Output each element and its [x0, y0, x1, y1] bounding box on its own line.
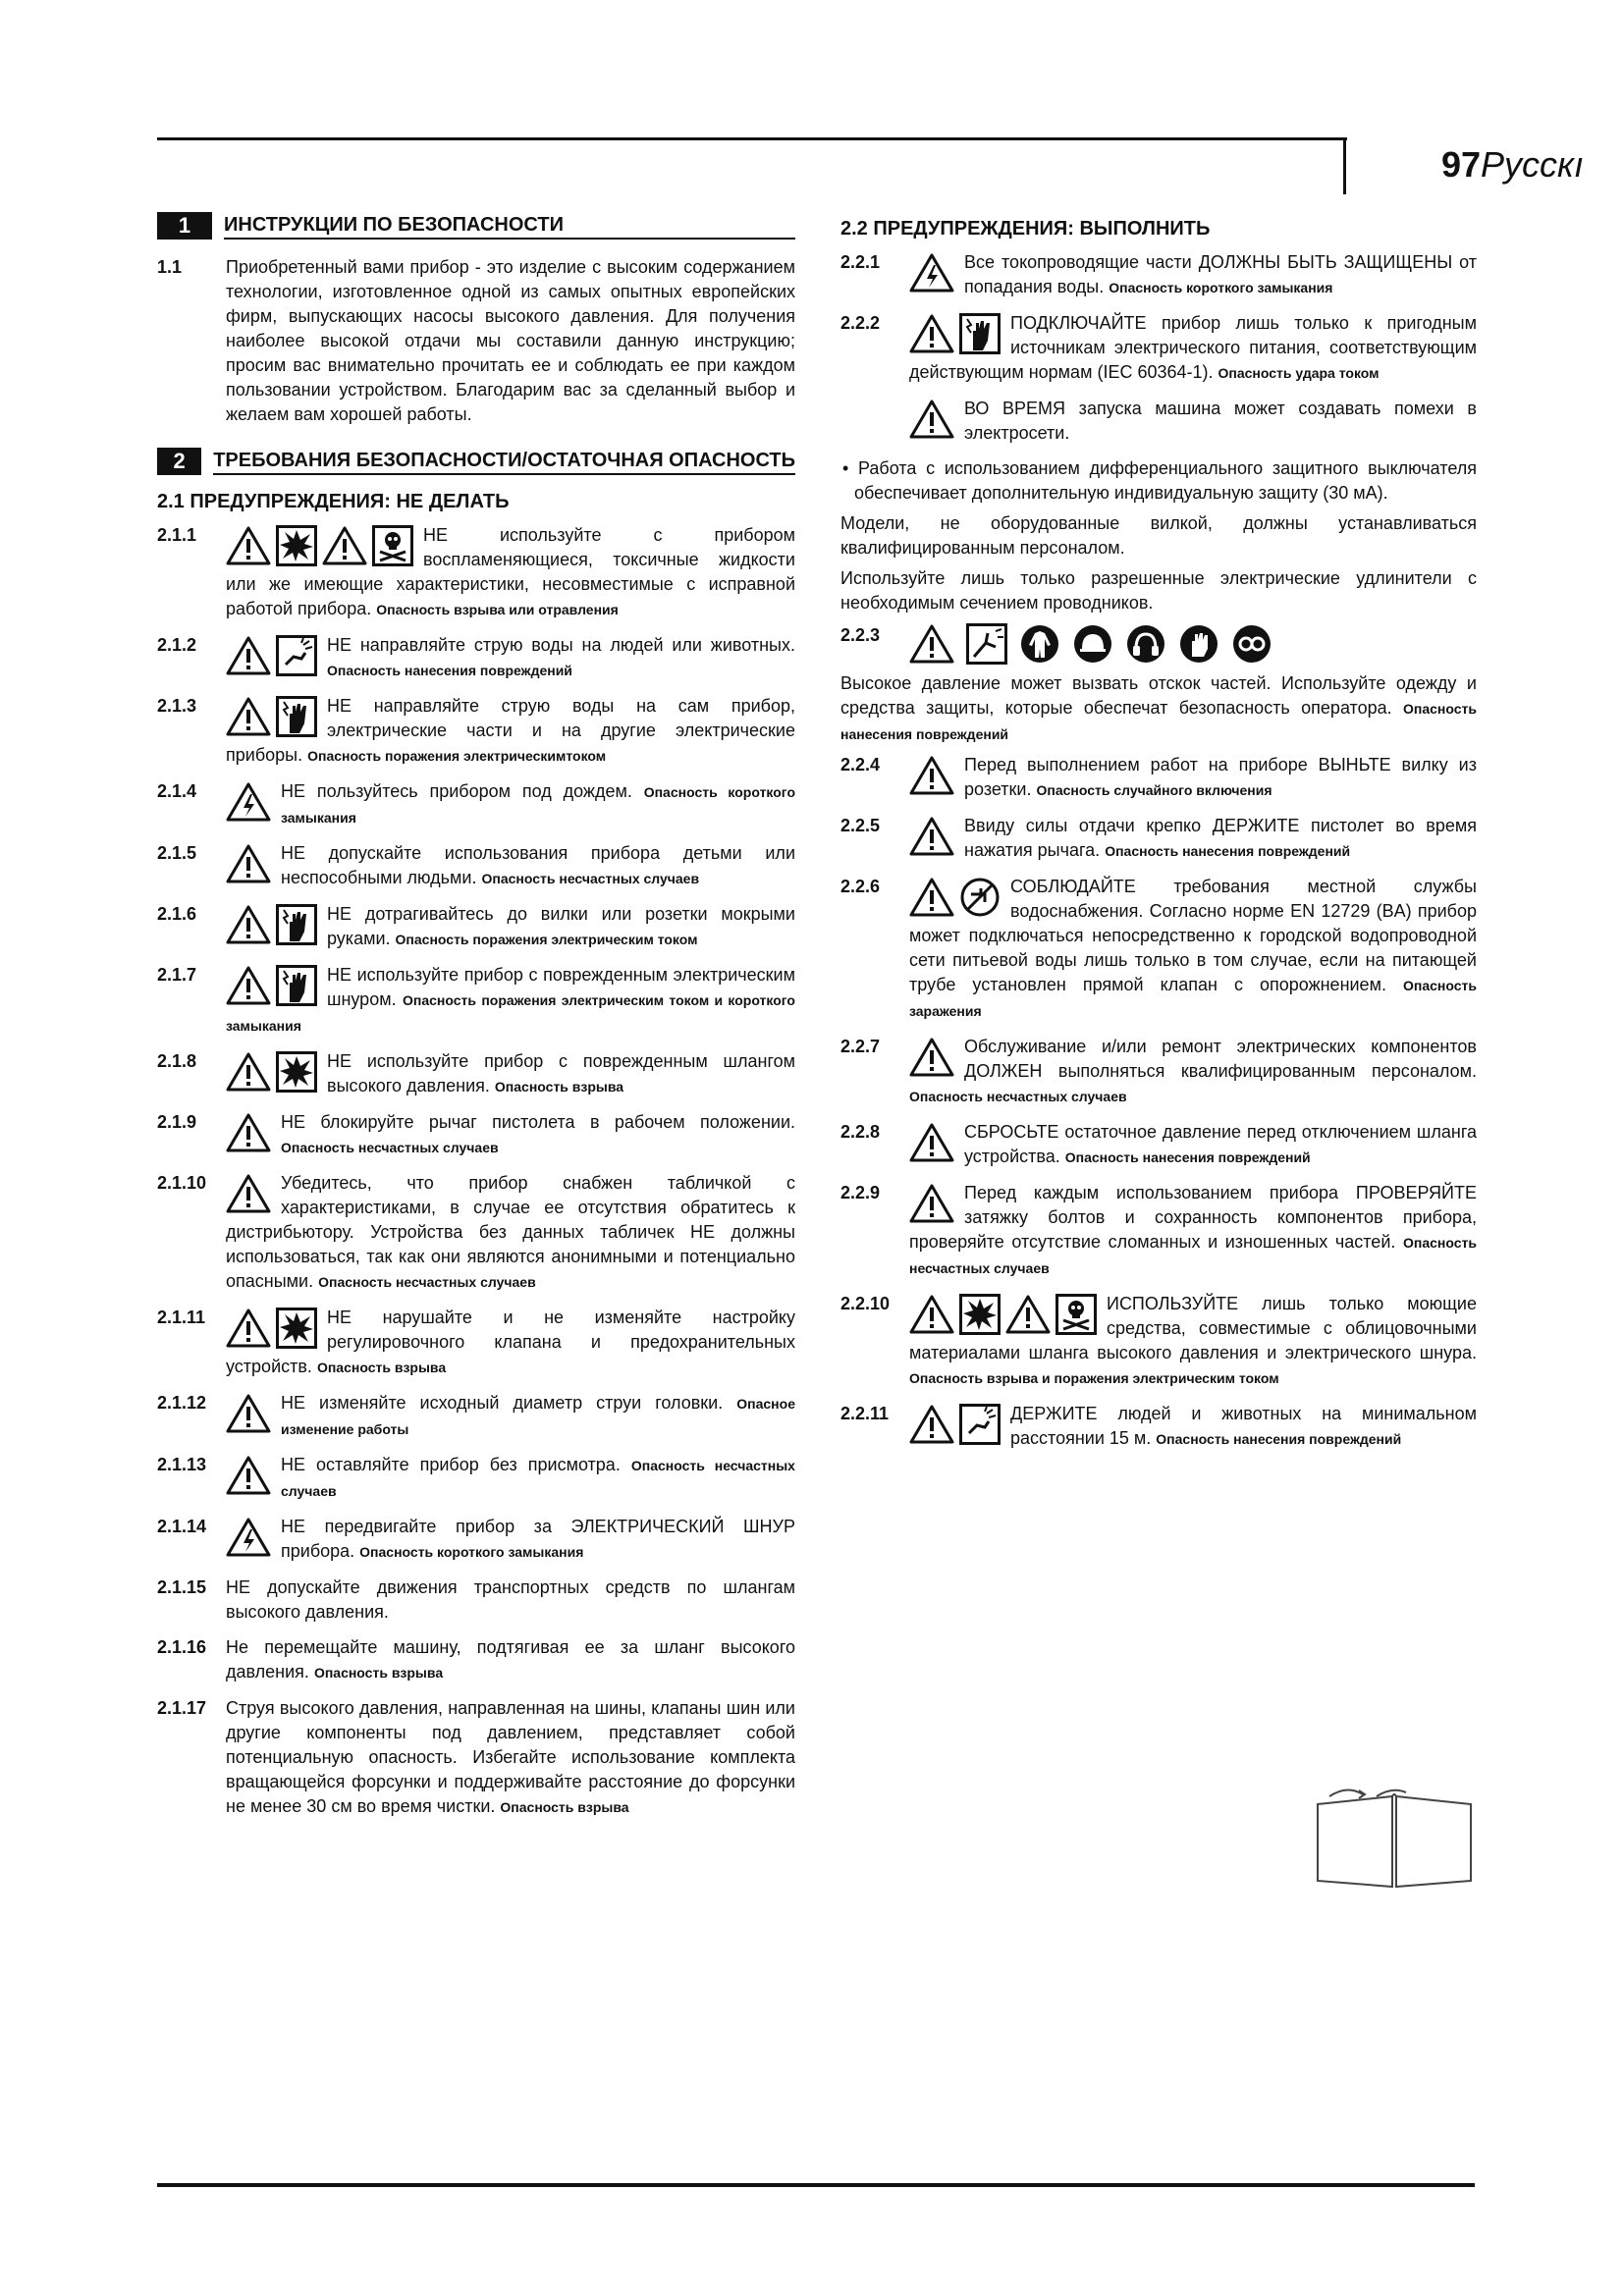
item-text: Все токопроводящие части ДОЛЖНЫ БЫТЬ ЗАЩИЩЕНЫ от попадания воды.: [964, 252, 1477, 296]
item-icons: [226, 525, 413, 566]
danger-note: Опасность нанесения повреждений: [1156, 1431, 1402, 1447]
item-number: 2.1.1: [157, 525, 197, 545]
item-icons: [226, 1393, 271, 1434]
item-text: НЕ направляйте струю воды на сам прибор, электрические части и на другие электрические приборы.: [226, 696, 795, 765]
read-manual-book-icon: [1308, 1785, 1481, 1893]
item-text: НЕ используйте прибор с поврежденным электрическим шнуром.: [327, 965, 795, 1009]
item-number: 2.1.17: [157, 1698, 207, 1718]
section-1-title: ИНСТРУКЦИИ ПО БЕЗОПАСНОСТИ: [224, 213, 795, 240]
warning-item-2-1-5: [157, 841, 795, 891]
item-number: 2.1.11: [157, 1308, 206, 1327]
item-icons: [226, 1517, 271, 1558]
warning-icon: [226, 965, 271, 1006]
warning-item-2-1-7: [157, 963, 795, 1039]
warning-item-2-2-10: [840, 1292, 1477, 1391]
subsection-2-2-title: 2.2 ПРЕДУПРЕЖДЕНИЯ: ВЫПОЛНИТЬ: [840, 218, 1211, 240]
explosion-icon: [276, 1051, 317, 1093]
item-icons: [226, 1455, 271, 1496]
item-2-2-3-text: Высокое давление может вызвать отскок частей. Используйте одежду и средства защиты, которые обеспечат безопасность оператора. Опасность нанесения повреждений: [840, 673, 1477, 742]
warning-icon: [226, 1112, 271, 1153]
warning-icon: [226, 635, 271, 676]
item-icons: [226, 781, 271, 823]
electrical-note: Модели, не оборудованные вилкой, должны устанавливаться квалифицированным персоналом.: [840, 513, 1477, 558]
danger-note: Опасность короткого замыкания: [281, 784, 795, 826]
item-number: 2.1.4: [157, 781, 197, 801]
item-icons: [909, 1404, 1001, 1445]
danger-note: Опасность нанесения повреждений: [327, 663, 572, 678]
electrical-notes: [840, 456, 1477, 615]
danger-note: Опасность несчастных случаев: [481, 871, 700, 886]
item-text: СОБЛЮДАЙТЕ требования местной службы водоснабжения. Согласно норме EN 12729 (BA) прибор может подключаться непосредственно к городской водопроводной сети питьевой воды лишь только в том случае, если на питающей трубе установлен прямой клапан с опорожнением.: [909, 877, 1477, 994]
item-number: 2.1.2: [157, 635, 197, 655]
warning-item-2-1-17: [157, 1696, 795, 1820]
water-tap-icon: [959, 877, 1001, 918]
item-icons: [226, 843, 271, 884]
section-2-heading: [157, 446, 795, 477]
item-text: ДЕРЖИТЕ людей и животных на минимальном расстоянии 15 м.: [1010, 1404, 1477, 1448]
header-rule: [157, 137, 1347, 140]
electric-hand-icon: [276, 696, 317, 737]
item-text: Обслуживание и/или ремонт электрических компонентов ДОЛЖЕН выполняться квалифицированным персоналом.: [964, 1037, 1477, 1081]
electric-warning-icon: [226, 781, 271, 823]
item-number: 2.1.9: [157, 1112, 197, 1132]
page-number: 97: [1441, 144, 1482, 185]
danger-note: Опасность случайного включения: [1036, 782, 1272, 798]
warning-icon: [322, 525, 367, 566]
footer-rule: [157, 2183, 1475, 2187]
item-icons: [909, 755, 954, 796]
warning-item-2-1-2: [157, 633, 795, 683]
item-number: 2.1.15: [157, 1577, 207, 1597]
warning-item-2-2-11: [840, 1402, 1477, 1452]
danger-note: Опасность взрыва: [500, 1799, 629, 1815]
item-number: 2.1.13: [157, 1455, 207, 1474]
section-2-number: 2: [157, 448, 201, 475]
danger-note: Опасность взрыва или отравления: [376, 602, 619, 617]
danger-note: Опасность взрыва: [313, 1665, 444, 1681]
item-text: НЕ дотрагивайтесь до вилки или розетки мокрыми руками.: [327, 904, 795, 948]
warning-icon: [226, 1393, 271, 1434]
warning-item-2-1-11: [157, 1306, 795, 1380]
toxic-skull-icon: [1056, 1294, 1097, 1335]
warning-icon: [1005, 1294, 1051, 1335]
warning-item-2-1-8: [157, 1049, 795, 1099]
warning-icon: [226, 904, 271, 945]
section-2-title: ТРЕБОВАНИЯ БЕЗОПАСНОСТИ/ОСТАТОЧНАЯ ОПАСНОСТЬ: [213, 449, 795, 475]
page-language: Русскı: [1481, 144, 1585, 185]
item-text: ИСПОЛЬЗУЙТЕ лишь только моющие средства, совместимые с облицовочными материалами шланга высокого давления и электрического шнура.: [909, 1294, 1477, 1362]
item-text: НЕ пользуйтесь прибором под дождем.: [281, 781, 632, 801]
item-icons: [909, 252, 954, 294]
warning-icon: [909, 1122, 954, 1163]
warning-item-2-2-1: [840, 250, 1477, 300]
warning-icon: [226, 843, 271, 884]
item-number: 2.2.4: [840, 755, 881, 774]
item-icons: [909, 313, 1001, 354]
explosion-icon: [276, 1308, 317, 1349]
item-text: НЕ передвигайте прибор за ЭЛЕКТРИЧЕСКИЙ ШНУР прибора.: [281, 1517, 795, 1561]
item-icons: [909, 1183, 954, 1224]
warning-item-2-2-8: [840, 1120, 1477, 1170]
item-icons: [909, 816, 954, 857]
electric-hand-icon: [276, 904, 317, 945]
item-text: НЕ оставляйте прибор без присмотра.: [281, 1455, 621, 1474]
item-text: ПОДКЛЮЧАЙТЕ прибор лишь только к пригодным источникам электрического питания, соответствующим действующим нормам (IEC 60364-1).: [909, 313, 1477, 382]
item-number: 2.2.2: [840, 313, 881, 333]
item-text: Ввиду силы отдачи крепко ДЕРЖИТЕ пистолет во время нажатия рычага.: [964, 816, 1477, 860]
danger-note: Опасность нанесения повреждений: [840, 701, 1477, 742]
warning-icon: [909, 1037, 954, 1078]
item-number: 2.2.9: [840, 1183, 881, 1202]
water-jet-hand-icon: [959, 1404, 1001, 1445]
subsection-2-1-title: 2.1 ПРЕДУПРЕЖДЕНИЯ: НЕ ДЕЛАТЬ: [157, 491, 510, 512]
warning-item-2-2-4: [840, 753, 1477, 803]
warning-item-2-1-12: [157, 1391, 795, 1442]
danger-note: Опасность несчастных случаев: [909, 1089, 1127, 1104]
item-icons: [226, 965, 317, 1006]
warning-item-2-1-10: [157, 1171, 795, 1295]
explosion-icon: [959, 1294, 1001, 1335]
warning-icon: [226, 696, 271, 737]
item-number: 2.1.5: [157, 843, 197, 863]
warning-item-2-2-9: [840, 1181, 1477, 1281]
warning-item-2-1-16: [157, 1635, 795, 1685]
item-number: 2.1.7: [157, 965, 197, 985]
left-column: [157, 210, 795, 1831]
item-text: НЕ допускайте использования прибора детьми или неспособными людьми.: [281, 843, 795, 887]
warning-icon: [226, 1051, 271, 1093]
warning-icon: [909, 816, 954, 857]
item-text: Не перемещайте машину, подтягивая ее за шланг высокого давления.: [226, 1637, 795, 1682]
item-icons: [226, 696, 317, 737]
warning-item-2-1-4: [157, 779, 795, 830]
item-text: НЕ допускайте движения транспортных средств по шлангам высокого давления.: [226, 1577, 795, 1622]
item-icons: [909, 1037, 954, 1078]
warning-item-2-1-13: [157, 1453, 795, 1504]
danger-note: Опасность несчастных случаев: [318, 1274, 536, 1290]
item-text: Убедитесь, что прибор снабжен табличкой с характеристиками, в случае ее отсутствия обратитесь к дистрибьютору. Устройства без данных табличек НЕ должны использоваться, так как они являются анонимными и потенциально опасными.: [226, 1173, 795, 1291]
item-icons: [226, 635, 317, 676]
section-1-heading: [157, 210, 795, 241]
page-header: [1441, 145, 1584, 185]
warning-icon: [909, 313, 954, 354]
warning-item-2-1-3: [157, 694, 795, 769]
danger-note: Опасность короткого замыкания: [1109, 280, 1333, 295]
danger-note: Опасность поражения электрическимтоком: [307, 748, 607, 764]
item-text: Струя высокого давления, направленная на шины, клапаны шин или другие компоненты под давлением, представляет собой потенциальную опасность. Избегайте использование комплекта вращающейся форсунки и поддерживайте расстояние до форсунки не менее 30 см во время чистки.: [226, 1698, 795, 1816]
item-number: 2.2.11: [840, 1404, 890, 1423]
danger-note: Опасное изменение работы: [281, 1396, 795, 1437]
item-icons: [226, 904, 317, 945]
electric-warning-icon: [226, 1517, 271, 1558]
warning-item-2-2-2: [840, 311, 1477, 386]
danger-note: Опасность короткого замыкания: [359, 1544, 584, 1560]
electrical-note: Используйте лишь только разрешенные электрические удлинители с необходимым сечением проводников.: [840, 568, 1477, 613]
item-number: 2.2.3: [840, 625, 881, 645]
danger-note: Опасность несчастных случаев: [281, 1458, 795, 1499]
danger-note: Опасность удара током: [1218, 365, 1380, 381]
warning-item-2-2-3: [840, 623, 1477, 665]
toxic-skull-icon: [372, 525, 413, 566]
item-number: 2.1.10: [157, 1173, 207, 1193]
danger-note: Опасность взрыва и поражения электрическим током: [909, 1370, 1279, 1386]
warning-item-2-1-15: [157, 1575, 795, 1625]
water-jet-hand-icon: [276, 635, 317, 676]
item-text: НЕ используйте с прибором воспламеняющиеся, токсичные жидкости или же имеющие характеристики, несовместимые с исправной работой прибора.: [226, 525, 795, 618]
warnings-do-list-a: [840, 250, 1477, 386]
warning-icon: [226, 525, 271, 566]
item-icons: [909, 877, 1001, 918]
flying-debris-icon: [966, 623, 1007, 665]
ppe-icons: [909, 623, 1477, 665]
item-text: СБРОСЬТЕ остаточное давление перед отключением шланга устройства.: [964, 1122, 1477, 1166]
item-number: 2.1.6: [157, 904, 197, 924]
warning-icon: [909, 623, 954, 665]
gloves-icon: [1178, 623, 1219, 665]
danger-note: Опасность заражения: [909, 978, 1477, 1019]
warning-icon: [226, 1455, 271, 1496]
danger-note: Опасность поражения электрическим током и короткого замыкания: [226, 992, 795, 1034]
electrical-note: • Работа с использованием дифференциального защитного выключателя обеспечивает дополнительную индивидуальную защиту (30 мА).: [842, 458, 1477, 503]
warning-item-2-1-9: [157, 1110, 795, 1160]
danger-note: Опасность взрыва: [316, 1360, 447, 1375]
warning-icon: [909, 1294, 954, 1335]
warnings-do-not-list: [157, 523, 795, 1820]
danger-note: Опасность несчастных случаев: [909, 1235, 1477, 1276]
warnings-do-list-b: [840, 753, 1477, 1452]
warning-icon: [226, 1308, 271, 1349]
goggles-icon: [1231, 623, 1272, 665]
warning-icon: [226, 1173, 271, 1214]
warning-item-2-1-1: [157, 523, 795, 622]
danger-note: Опасность поражения электрическим током: [395, 932, 698, 947]
item-number: 2.2.7: [840, 1037, 881, 1056]
item-1-1: [157, 255, 795, 427]
item-icons: [226, 1051, 317, 1093]
danger-note: Опасность нанесения повреждений: [1105, 843, 1351, 859]
warning-icon: [909, 755, 954, 796]
item-text: НЕ изменяйте исходный диаметр струи головки.: [281, 1393, 724, 1413]
warning-icon: [909, 1183, 954, 1224]
item-icons: [226, 1112, 271, 1153]
item-icons: [909, 1122, 954, 1163]
interference-note: [840, 397, 1477, 446]
ear-protection-icon: [1125, 623, 1166, 665]
explosion-icon: [276, 525, 317, 566]
item-number: 2.1.12: [157, 1393, 207, 1413]
item-number: 2.2.10: [840, 1294, 891, 1313]
danger-note: Опасность несчастных случаев: [281, 1140, 499, 1155]
item-icons: [226, 1173, 271, 1214]
interference-icons: [909, 399, 954, 440]
electric-hand-icon: [959, 313, 1001, 354]
item-number: 2.1.8: [157, 1051, 197, 1071]
item-text: НЕ нарушайте и не изменяйте настройку регулировочного клапана и предохранительных устройств.: [226, 1308, 795, 1376]
electric-hand-icon: [276, 965, 317, 1006]
warning-item-2-1-14: [157, 1515, 795, 1565]
item-number: 1.1: [157, 257, 183, 277]
item-text: Перед выполнением работ на приборе ВЫНЬТЕ вилку из розетки.: [964, 755, 1477, 799]
warning-item-2-2-7: [840, 1035, 1477, 1109]
item-text: Приобретенный вами прибор - это изделие с высоким содержанием технологии, изготовленное одной из самых опытных европейских фирм, выпускающих насосы высокого давления. Для получения наиболее высокой отдачи мы составили данную инструкцию; просим вас внимательно прочитать ее и соблюдать ее при каждом пользовании устройством. Благодарим вас за сделанный выбор и желаем вам хорошей работы.: [226, 257, 795, 424]
item-number: 2.2.5: [840, 816, 881, 835]
item-number: 2.1.16: [157, 1637, 207, 1657]
section-1-number: 1: [157, 212, 212, 240]
item-number: 2.2.1: [840, 252, 881, 272]
item-number: 2.1.14: [157, 1517, 207, 1536]
item-number: 2.1.3: [157, 696, 197, 716]
item-number: 2.2.6: [840, 877, 881, 896]
header-rule-tick: [1343, 137, 1346, 194]
right-column: [840, 210, 1477, 1463]
warning-icon: [909, 399, 954, 440]
danger-note: Опасность взрыва: [494, 1079, 624, 1095]
item-text: НЕ направляйте струю воды на людей или животных.: [327, 635, 795, 655]
item-text: НЕ блокируйте рычаг пистолета в рабочем положении.: [281, 1112, 795, 1132]
warning-item-2-2-5: [840, 814, 1477, 864]
danger-note: Опасность нанесения повреждений: [1064, 1149, 1311, 1165]
warning-icon: [909, 1404, 954, 1445]
warning-item-2-1-6: [157, 902, 795, 952]
item-icons: [226, 1308, 317, 1349]
item-icons: [909, 1294, 1097, 1335]
interference-text: ВО ВРЕМЯ запуска машина может создавать помехи в электросети.: [964, 399, 1477, 443]
protective-suit-icon: [1019, 623, 1060, 665]
warning-item-2-2-6: [840, 875, 1477, 1024]
helmet-icon: [1072, 623, 1113, 665]
item-2-2-3: [840, 623, 1477, 747]
warning-icon: [909, 877, 954, 918]
item-text: НЕ используйте прибор с поврежденным шлангом высокого давления.: [327, 1051, 795, 1095]
item-text: Перед каждым использованием прибора ПРОВЕРЯЙТЕ затяжку болтов и сохранность компонентов прибора, проверяйте отсутствие сломанных и изношенных частей.: [909, 1183, 1477, 1252]
item-number: 2.2.8: [840, 1122, 881, 1142]
electric-warning-icon: [909, 252, 954, 294]
